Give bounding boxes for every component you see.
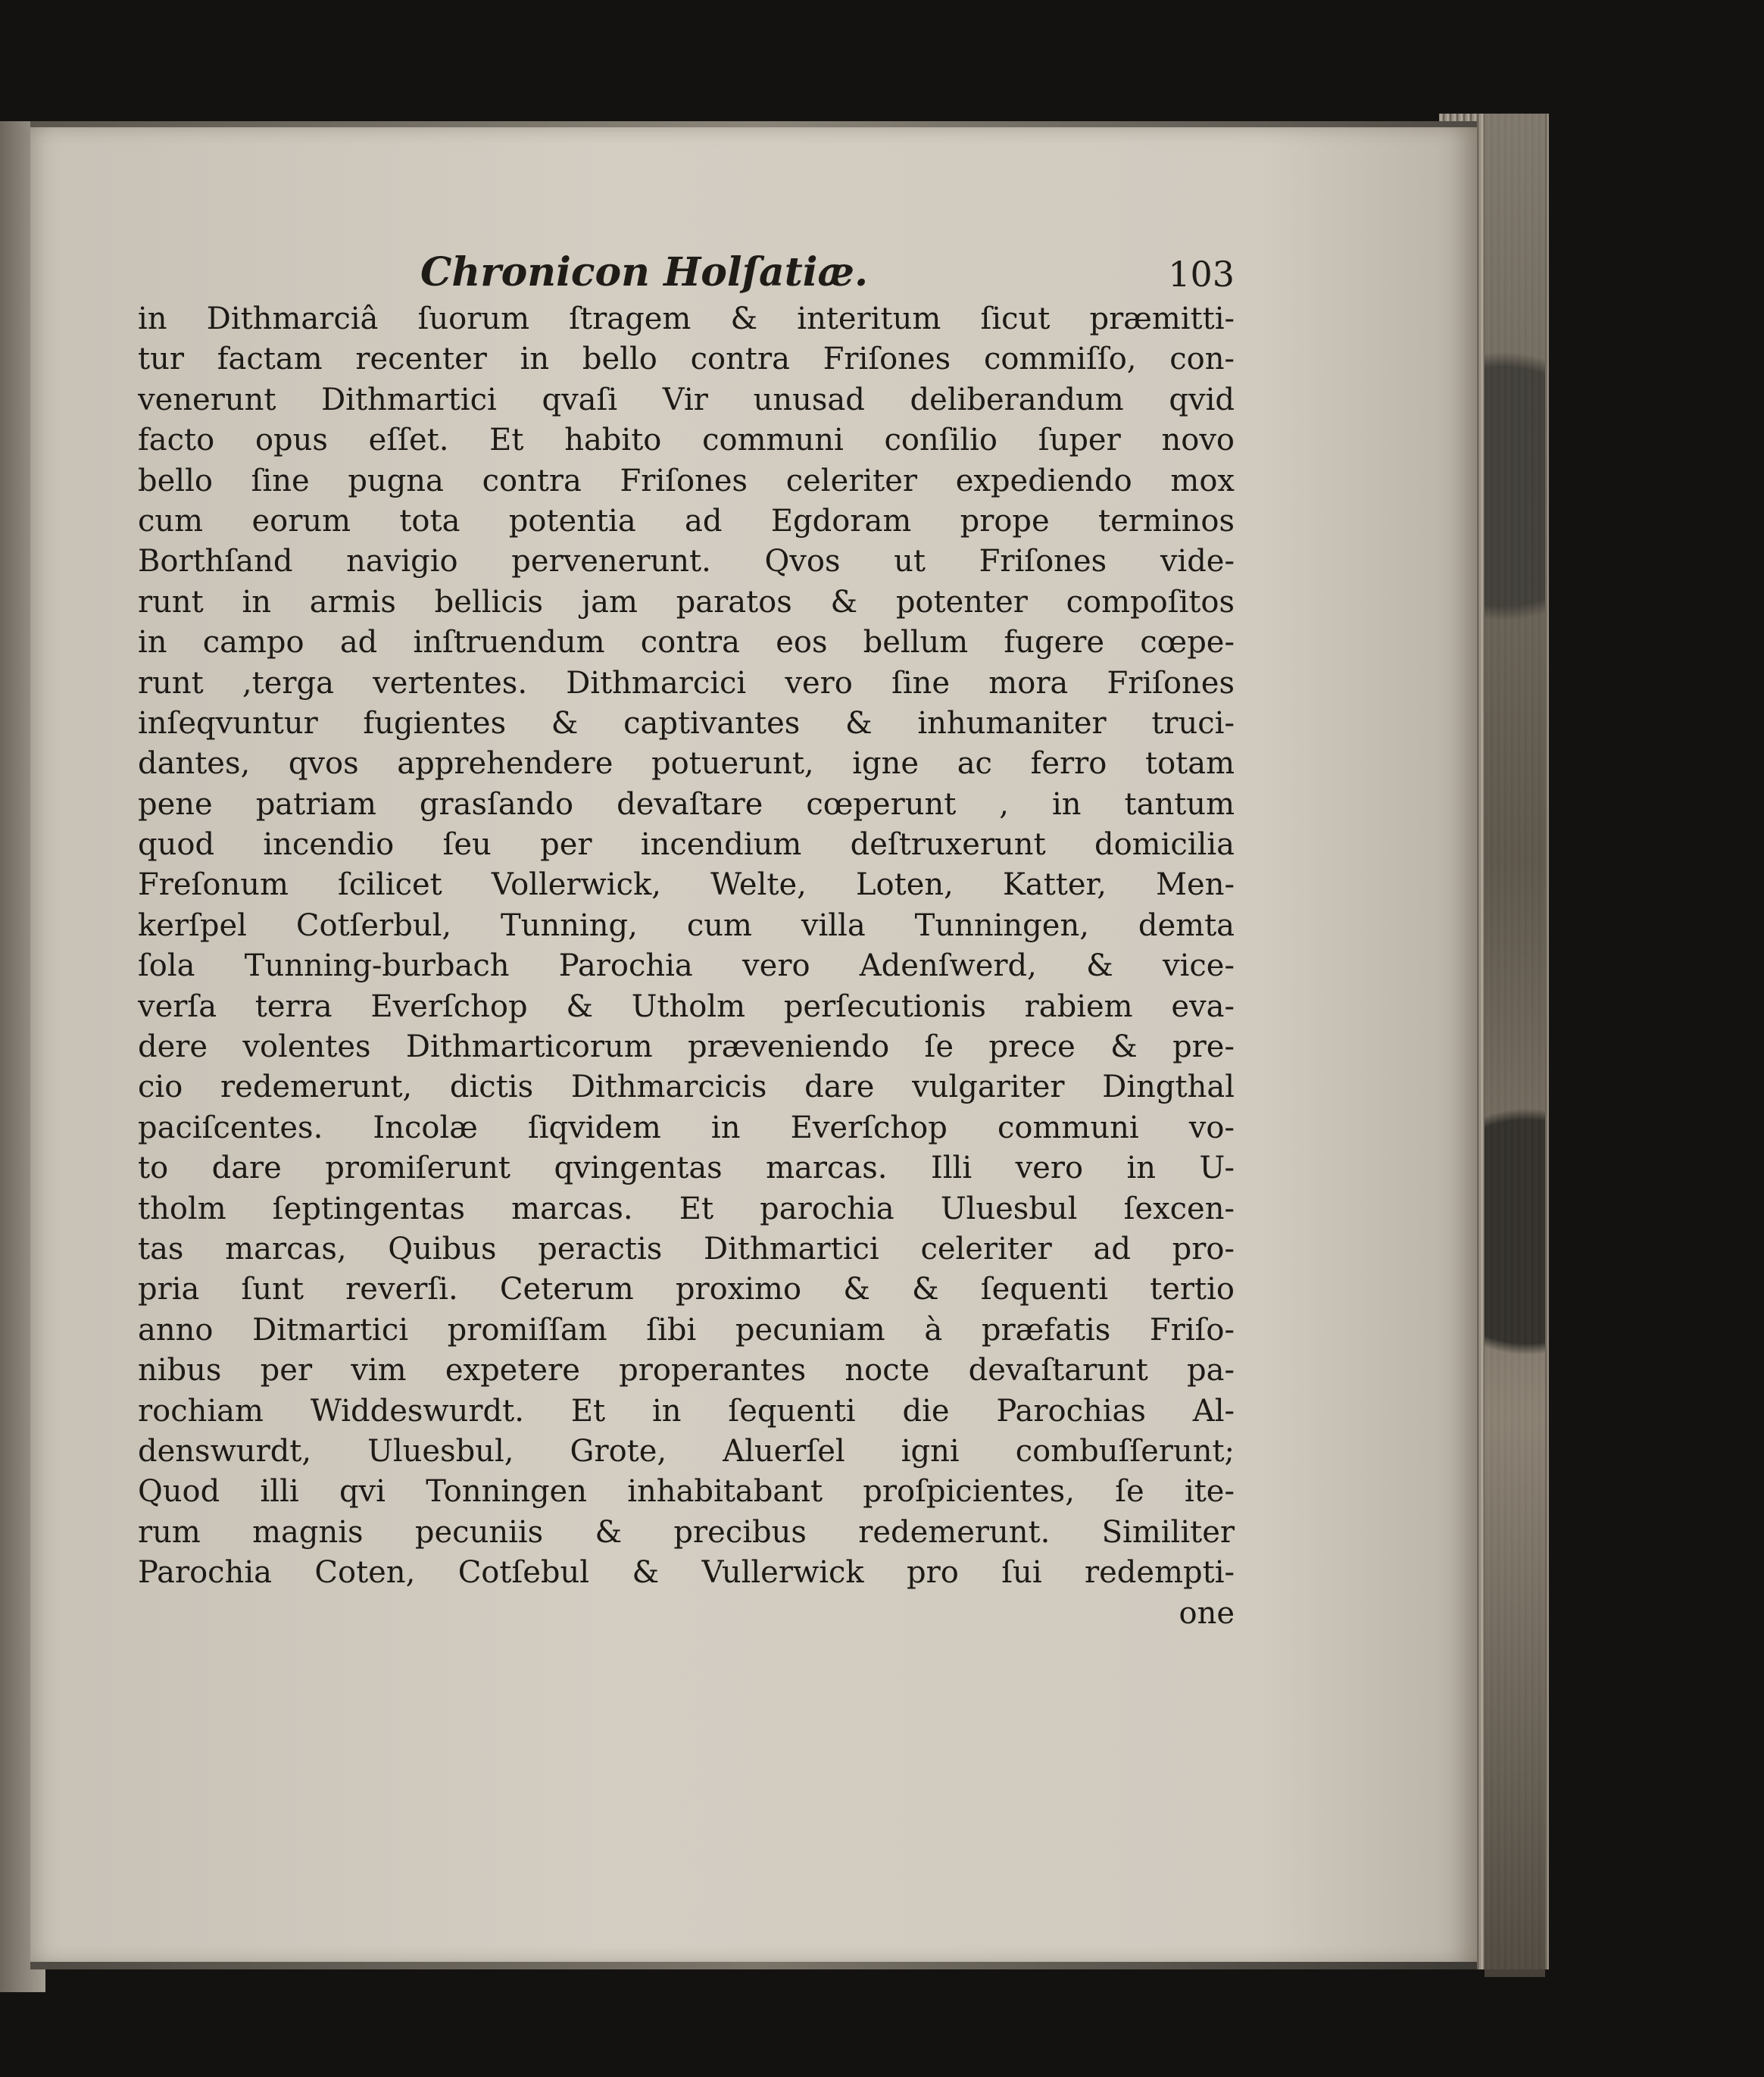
page-number: 103 [1168,254,1235,295]
text-line: Parochia Coten, Cotſebul & Vullerwick pro ſui redempti- [138,1555,1235,1591]
text-line: kerſpel Cotſerbul, Tunning, cum villa Tunningen, demta [138,907,1235,943]
text-line: in campo ad inſtruendum contra eos bellum fugere cœpe- [138,625,1235,661]
text-line: paciſcentes. Incolæ ſiqvidem in Everſchop communi vo- [138,1110,1235,1145]
text-line: ſola Tunning-burbach Parochia vero Adenſwerd, & vice- [138,948,1235,984]
text-line: tholm ſeptingentas marcas. Et parochia Uluesbul ſexcen- [138,1191,1235,1226]
text-line: anno Ditmartici promiſſam ſibi pecuniam à præfatis Friſo- [138,1312,1235,1348]
catchword: one [1179,1595,1235,1631]
text-line: pene patriam grasſando devaſtare cœperunt , in tantum [138,786,1235,822]
running-title: Chronicon Holſatiæ. [420,249,869,295]
text-line: inſeqvuntur fugientes & captivantes & inhumaniter truci- [138,705,1235,741]
page-bottom-edge [30,1962,1477,1969]
text-line: dere volentes Dithmarticorum præveniendo ſe prece & pre- [138,1029,1235,1065]
text-line: quod incendio ſeu per incendium deſtruxerunt domicilia [138,827,1235,863]
text-line: rochiam Widdeswurdt. Et in ſequenti die Parochias Al- [138,1393,1235,1429]
text-line: to dare promiſerunt qvingentas marcas. Illi vero in U- [138,1151,1235,1186]
body-text [138,299,1235,1634]
text-line: venerunt Dithmartici qvaſi Vir unusad deliberandum qvid [138,382,1235,417]
text-line: facto opus eſſet. Et habito communi conſilio ſuper novo [138,423,1235,458]
text-line: cum eorum tota potentia ad Egdoram prope terminos [138,503,1235,539]
marbled-board-edge [1485,114,1545,1977]
text-line: bello ſine pugna contra Friſones celeriter expediendo mox [138,463,1235,498]
text-line: denswurdt, Uluesbul, Grote, Aluerſel igni combuſſerunt; [138,1433,1235,1469]
text-line: runt in armis bellicis jam paratos & potenter compoſitos [138,584,1235,620]
text-line: nibus per vim expetere properantes nocte devaſtarunt pa- [138,1353,1235,1388]
text-line: tas marcas, Quibus peractis Dithmartici celeriter ad pro- [138,1231,1235,1267]
text-line: rum magnis pecuniis & precibus redemerunt. Similiter [138,1514,1235,1550]
text-line: Freſonum ſcilicet Vollerwick, Welte, Loten, Katter, Men- [138,867,1235,903]
page-top-edge [30,121,1477,127]
text-line: Borthſand navigio pervenerunt. Qvos ut Friſones vide- [138,544,1235,579]
running-head [420,250,1235,303]
text-line: dantes, qvos apprehendere potuerunt, igne ac ferro totam [138,746,1235,782]
text-line: Quod illi qvi Tonningen inhabitabant proſpicientes, ſe ite- [138,1474,1235,1510]
text-line: cio redemerunt, dictis Dithmarcicis dare vulgariter Dingthal [138,1070,1235,1105]
text-line: in Dithmarciâ ſuorum ſtragem & interitum ſicut præmitti- [138,301,1235,336]
text-line: verſa terra Everſchop & Utholm perſecutionis rabiem eva- [138,989,1235,1024]
text-line: runt ,terga vertentes. Dithmarcici vero ſine mora Friſones [138,665,1235,701]
text-line: tur factam recenter in bello contra Friſones commiſſo, con- [138,342,1235,377]
text-line: pria ſunt reverſi. Ceterum proximo & & ſequenti tertio [138,1272,1235,1307]
